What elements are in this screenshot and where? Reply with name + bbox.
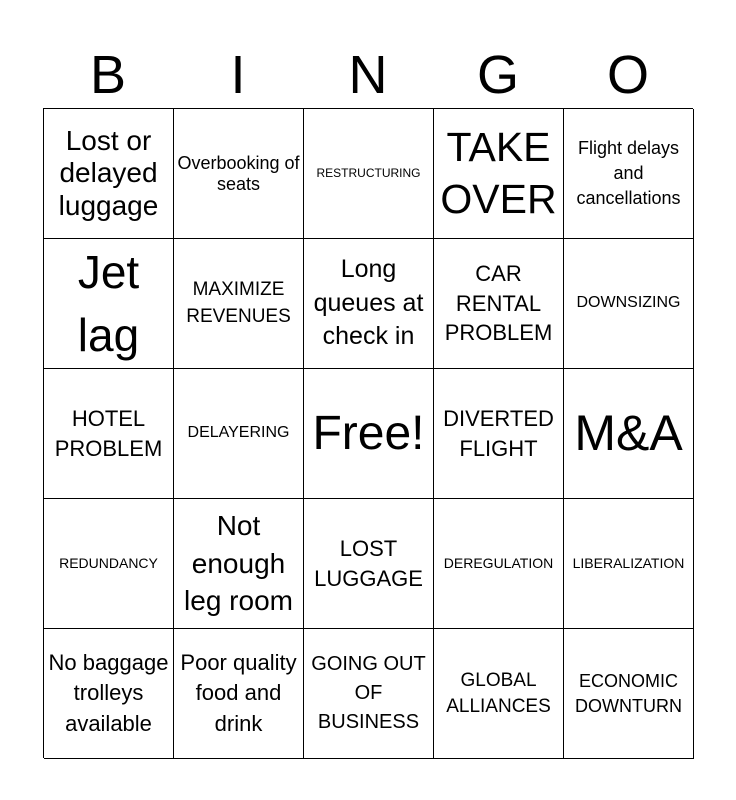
- bingo-cell[interactable]: [434, 629, 564, 759]
- header-letter-g: G: [476, 45, 519, 105]
- bingo-cell[interactable]: [44, 499, 174, 629]
- header-letter-i: I: [230, 45, 246, 105]
- bingo-cell[interactable]: [174, 629, 304, 759]
- header-letter-n: N: [348, 45, 388, 105]
- bingo-cell-text: Flight delays and cancellations: [576, 137, 681, 209]
- bingo-cell[interactable]: [564, 109, 694, 239]
- bingo-cell[interactable]: [434, 109, 564, 239]
- bingo-cell[interactable]: [564, 369, 694, 499]
- bingo-cell-text: LIBERALIZATION: [572, 555, 685, 572]
- bingo-cell[interactable]: [44, 369, 174, 499]
- bingo-cell-text: Lost or delayed luggage: [58, 125, 159, 221]
- bingo-cell-text: TAKE OVER: [440, 124, 557, 222]
- bingo-cell[interactable]: [174, 109, 304, 239]
- bingo-cell-text: DEREGULATION: [443, 555, 554, 572]
- bingo-cell[interactable]: [434, 499, 564, 629]
- bingo-cell-text: GOING OUT OF BUSINESS: [311, 653, 426, 733]
- bingo-cell[interactable]: [174, 369, 304, 499]
- bingo-cell-text: Long queues at check in: [313, 254, 424, 351]
- bingo-grid: [43, 108, 693, 758]
- bingo-cell-text: MAXIMIZE REVENUES: [186, 278, 291, 327]
- bingo-cell[interactable]: [564, 239, 694, 369]
- bingo-cell-text: LOST LUGGAGE: [314, 535, 423, 591]
- header-letter-b: B: [89, 45, 127, 105]
- bingo-cell[interactable]: [174, 239, 304, 369]
- bingo-cell-text: DELAYERING: [187, 424, 290, 442]
- bingo-cell[interactable]: [434, 239, 564, 369]
- bingo-cell-text: No baggage trolleys available: [48, 649, 169, 736]
- bingo-cell[interactable]: [44, 109, 174, 239]
- bingo-cell[interactable]: [174, 499, 304, 629]
- bingo-cell[interactable]: [304, 629, 434, 759]
- bingo-cell[interactable]: [304, 109, 434, 239]
- bingo-cell-text: HOTEL PROBLEM: [54, 405, 163, 461]
- bingo-cell-text: Poor quality food and drink: [180, 649, 297, 736]
- bingo-cell-free[interactable]: [304, 369, 434, 499]
- bingo-header: [43, 42, 693, 108]
- bingo-cell-text: DIVERTED FLIGHT: [443, 405, 554, 461]
- bingo-cell-text: RESTRUCTURING: [316, 165, 421, 180]
- bingo-cell-text: Overbooking of seats: [177, 152, 300, 194]
- bingo-cell[interactable]: [304, 239, 434, 369]
- bingo-cell[interactable]: [44, 629, 174, 759]
- bingo-cell[interactable]: [44, 239, 174, 369]
- bingo-cell-text: REDUNDANCY: [59, 555, 158, 572]
- bingo-cell[interactable]: [564, 629, 694, 759]
- bingo-cell-text: Jet lag: [77, 246, 140, 361]
- bingo-cell-text: GLOBAL ALLIANCES: [446, 669, 551, 717]
- bingo-cell-text: Not enough leg room: [184, 509, 293, 617]
- bingo-cell[interactable]: [564, 499, 694, 629]
- bingo-cell-text: ECONOMIC DOWNTURN: [575, 671, 682, 716]
- bingo-cell[interactable]: [434, 369, 564, 499]
- bingo-cell-text: CAR RENTAL PROBLEM: [444, 260, 553, 346]
- bingo-cell-text: DOWNSIZING: [576, 294, 681, 312]
- bingo-cell[interactable]: [304, 499, 434, 629]
- header-letter-o: O: [606, 45, 649, 105]
- bingo-cell-text: M&A: [574, 404, 683, 461]
- bingo-cell-text: Free!: [312, 406, 425, 460]
